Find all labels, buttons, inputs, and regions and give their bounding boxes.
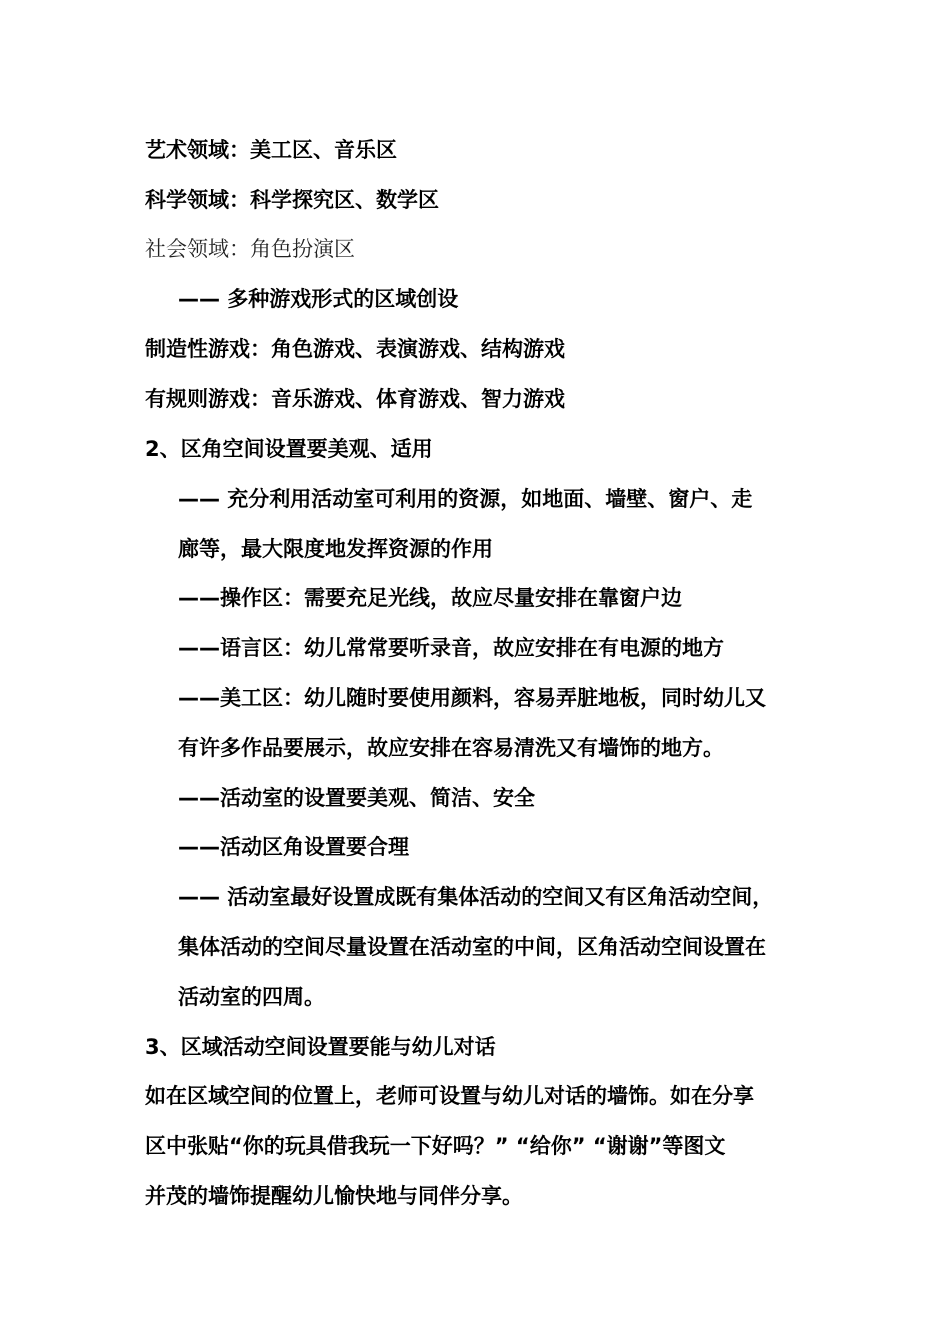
text-line-dialogue: 如在区域空间的位置上，老师可设置与幼儿对话的墙饰。如在分享 bbox=[145, 1084, 754, 1108]
text-line-space-design: —— 活动室最好设置成既有集体活动的空间又有区角活动空间， bbox=[178, 885, 774, 909]
text-line-art-area: ——美工区：幼儿随时要使用颜料，容易弄脏地板，同时幼儿又 bbox=[178, 686, 766, 710]
text-line-dialogue-cont: 区中张贴“你的玩具借我玩一下好吗？” “给你” “谢谢”等图文 bbox=[145, 1134, 726, 1158]
text-line-language-area: ——语言区：幼儿常常要听录音，故应安排在有电源的地方 bbox=[178, 636, 724, 660]
text-line-social-domain: 社会领域：角色扮演区 bbox=[145, 237, 355, 261]
text-line-dialogue-end: 并茂的墙饰提醒幼儿愉快地与同伴分享。 bbox=[145, 1184, 523, 1208]
text-line-resources: —— 充分利用活动室可利用的资源，如地面、墙壁、窗户、走 bbox=[178, 487, 753, 511]
text-line-art-area-cont: 有许多作品要展示，故应安排在容易清洗又有墙饰的地方。 bbox=[178, 736, 724, 760]
section-heading-2: 2、区角空间设置要美观、适用 bbox=[145, 437, 433, 461]
text-line-room-setup: ——活动室的设置要美观、简洁、安全 bbox=[178, 786, 535, 810]
text-line-operation-area: ——操作区：需要充足光线，故应尽量安排在靠窗户边 bbox=[178, 586, 682, 610]
text-line-creative-games: 制造性游戏：角色游戏、表演游戏、结构游戏 bbox=[145, 337, 565, 361]
text-line-space-design-cont: 集体活动的空间尽量设置在活动室的中间，区角活动空间设置在 bbox=[178, 935, 766, 959]
text-line-area-setup: ——活动区角设置要合理 bbox=[178, 835, 409, 859]
text-line-game-forms: —— 多种游戏形式的区域创设 bbox=[178, 287, 459, 311]
text-line-rule-games: 有规则游戏：音乐游戏、体育游戏、智力游戏 bbox=[145, 387, 565, 411]
text-line-resources-cont: 廊等，最大限度地发挥资源的作用 bbox=[178, 537, 493, 561]
section-heading-3: 3、区域活动空间设置要能与幼儿对话 bbox=[145, 1035, 496, 1059]
text-line-space-design-end: 活动室的四周。 bbox=[178, 985, 325, 1009]
text-line-art-domain: 艺术领域：美工区、音乐区 bbox=[145, 138, 397, 162]
text-line-science-domain: 科学领域：科学探究区、数学区 bbox=[145, 188, 439, 212]
